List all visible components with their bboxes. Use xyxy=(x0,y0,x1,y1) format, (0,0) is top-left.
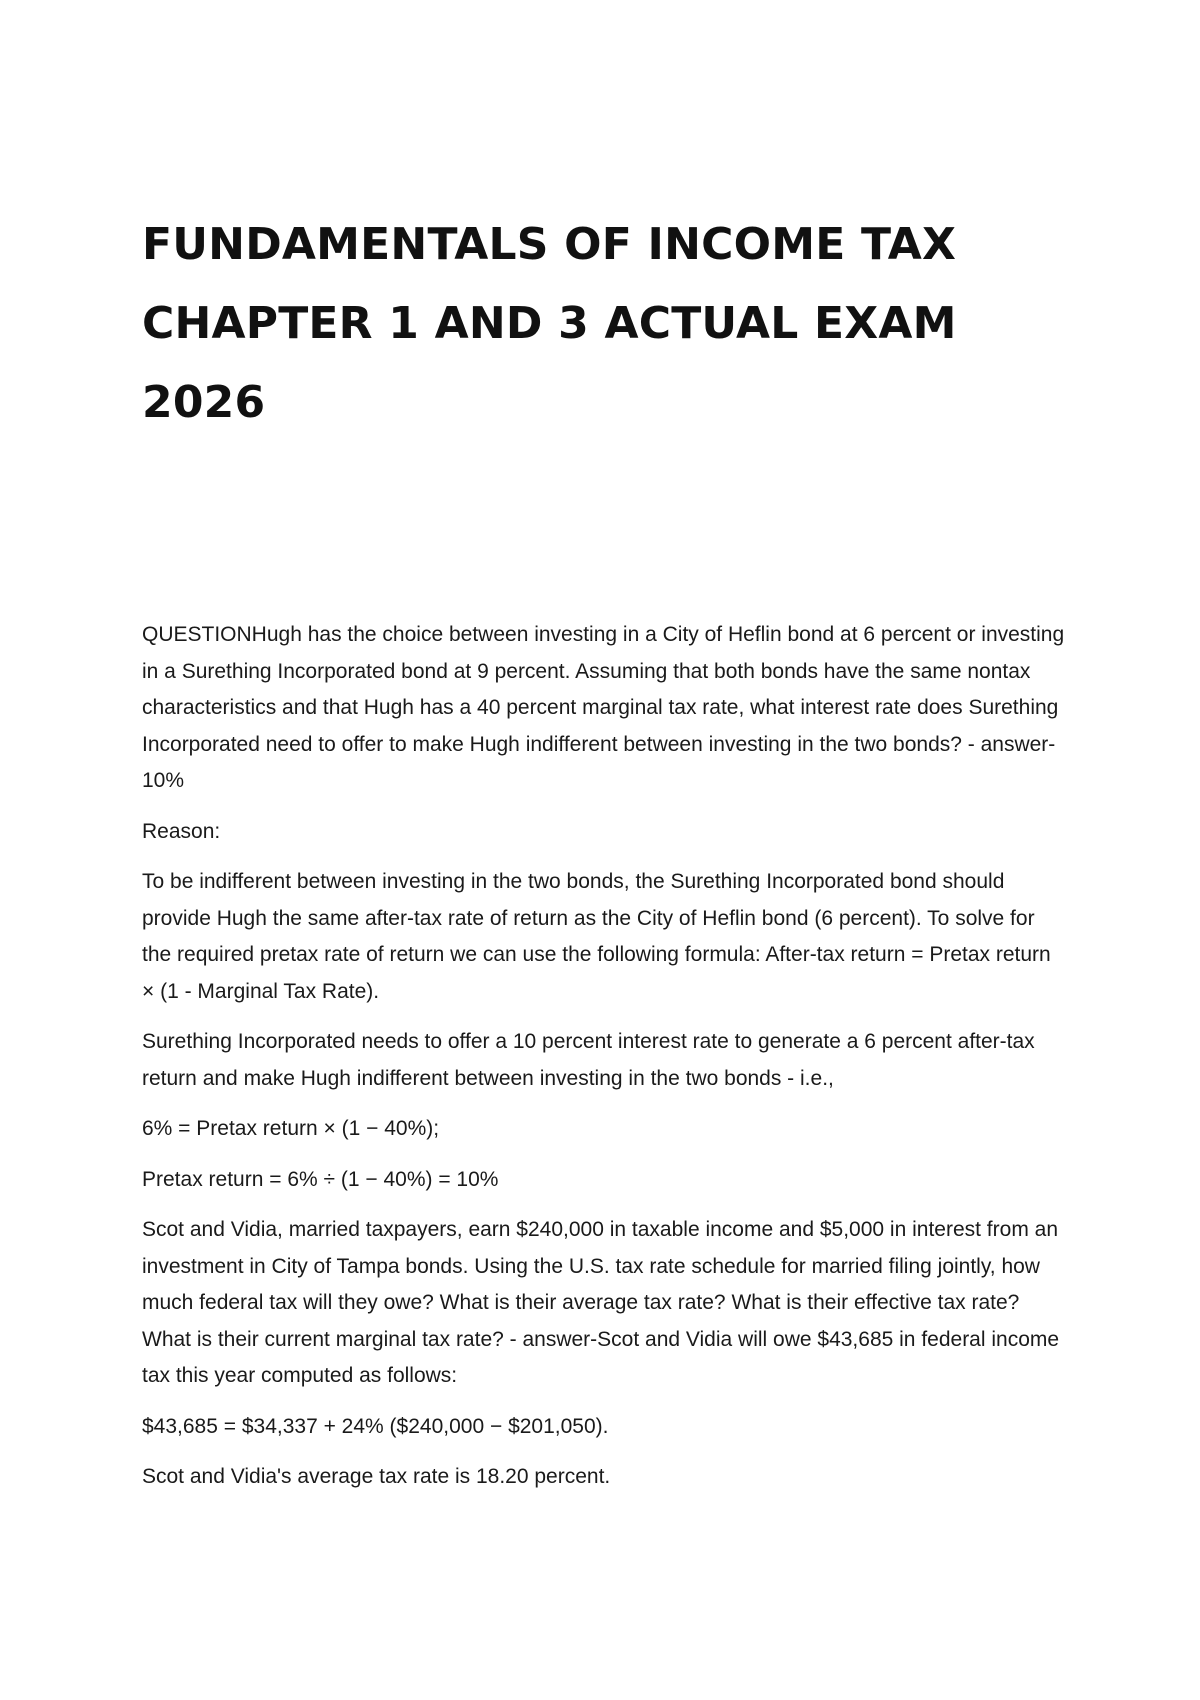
question-hugh-paragraph: QUESTIONHugh has the choice between investing in a City of Heflin bond at 6 percent or investing in a Surething Incorporated bond at 9 percent. Assuming that both bonds have the same nontax characteristics and that Hugh has a 40 percent marginal tax rate, what interest rate does Surething Incorporated need to offer to make Hugh indifferent between investing in the two bonds? - answer-10% xyxy=(142,623,1065,792)
title-line-3: 2026 xyxy=(142,377,266,428)
formula-line-2: Pretax return = 6% ÷ (1 − 40%) = 10% xyxy=(142,1167,499,1191)
reason-explanation-paragraph: To be indifferent between investing in the two bonds, the Surething Incorporated bond should provide Hugh the same after-tax rate of return as the City of Heflin bond (6 percent). To solve for the required pretax rate of return we can use the following formula: After-tax return = Pretax return × (1 - Marginal Tax Rate). xyxy=(142,870,1051,1003)
title-line-1: FUNDAMENTALS OF INCOME TAX xyxy=(142,219,957,270)
tax-computation-line: $43,685 = $34,337 + 24% ($240,000 − $201,050). xyxy=(142,1414,609,1438)
document-title xyxy=(142,205,1042,442)
average-tax-rate-line: Scot and Vidia's average tax rate is 18.20 percent. xyxy=(142,1465,611,1488)
surething-answer-paragraph: Surething Incorporated needs to offer a 10 percent interest rate to generate a 6 percent after-tax return and make Hugh indifferent between investing in the two bonds - i.e., xyxy=(142,1030,1035,1090)
document-body xyxy=(142,617,1068,1510)
question-scot-vidia-paragraph: Scot and Vidia, married taxpayers, earn $240,000 in taxable income and $5,000 in interest from an investment in City of Tampa bonds. Using the U.S. tax rate schedule for married filing jointly, how much federal tax will they owe? What is their average tax rate? What is their effective tax rate? What is their current marginal tax rate? - answer-Scot and Vidia will owe $43,685 in federal income tax this year computed as follows: xyxy=(142,1218,1060,1387)
reason-label: Reason: xyxy=(142,819,221,843)
formula-line-1: 6% = Pretax return × (1 − 40%); xyxy=(142,1117,440,1140)
title-line-2: CHAPTER 1 AND 3 ACTUAL EXAM xyxy=(142,298,957,349)
